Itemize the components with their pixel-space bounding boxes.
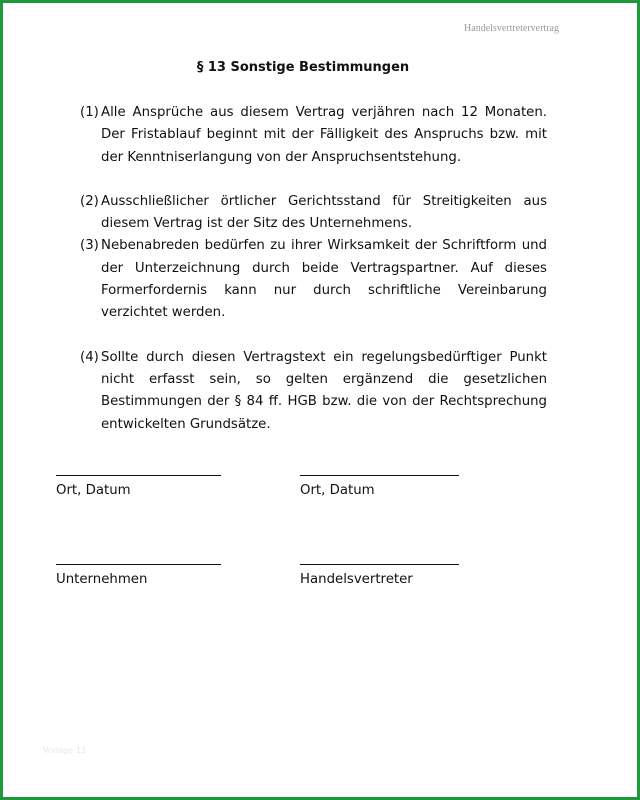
clause-text: Ausschließlicher örtlicher Gerichtsstand für Streitigkeiten aus diesem Vertrag ist der Sitz des Unternehmens. xyxy=(101,193,547,232)
clause-text: Sollte durch diesen Vertragstext ein regelungsbedürftiger Punkt nicht erfasst sein, so gelten ergänzend die gesetzlichen Bestimmungen der § 84 ff. HGB bzw. die von der Rechtsprechung entwickelten Grundsätze. xyxy=(101,349,547,432)
clause-3 xyxy=(80,235,547,324)
clause-2 xyxy=(80,191,547,236)
clause-1 xyxy=(80,102,547,169)
signature-line xyxy=(56,564,221,565)
footer-watermark: Vorlage 13 xyxy=(43,746,86,755)
signature-label: Handelsvertreter xyxy=(300,572,413,587)
clause-number: (4) xyxy=(80,349,99,365)
clause-4 xyxy=(80,347,547,436)
signature-place-date-left xyxy=(56,475,221,498)
signature-agent xyxy=(300,564,459,587)
running-header: Handelsvertretervertrag xyxy=(464,23,559,34)
signature-label: Ort, Datum xyxy=(56,483,131,498)
signature-line xyxy=(300,564,459,565)
signature-line xyxy=(56,475,221,476)
clause-list xyxy=(80,102,547,436)
signature-line xyxy=(300,475,459,476)
signature-label: Unternehmen xyxy=(56,572,148,587)
signature-place-date-right xyxy=(300,475,459,498)
signature-label: Ort, Datum xyxy=(300,483,375,498)
clause-number: (3) xyxy=(80,238,99,254)
clause-text: Nebenabreden bedürfen zu ihrer Wirksamkeit der Schriftform und der Unterzeichnung durch beide Vertragspartner. Auf dieses Formerfordernis kann nur durch schriftliche Vereinbarung verzichtet werden. xyxy=(101,238,547,321)
clause-text: Alle Ansprüche aus diesem Vertrag verjähren nach 12 Monaten. Der Fristablauf beginnt mit der Fälligkeit des Anspruchs bzw. mit der Kenntniserlangung von der Anspruchsentstehung. xyxy=(101,105,547,165)
clause-number: (1) xyxy=(80,105,99,120)
clause-number: (2) xyxy=(80,193,99,209)
signature-company xyxy=(56,564,221,587)
section-title: § 13 Sonstige Bestimmungen xyxy=(196,60,410,75)
